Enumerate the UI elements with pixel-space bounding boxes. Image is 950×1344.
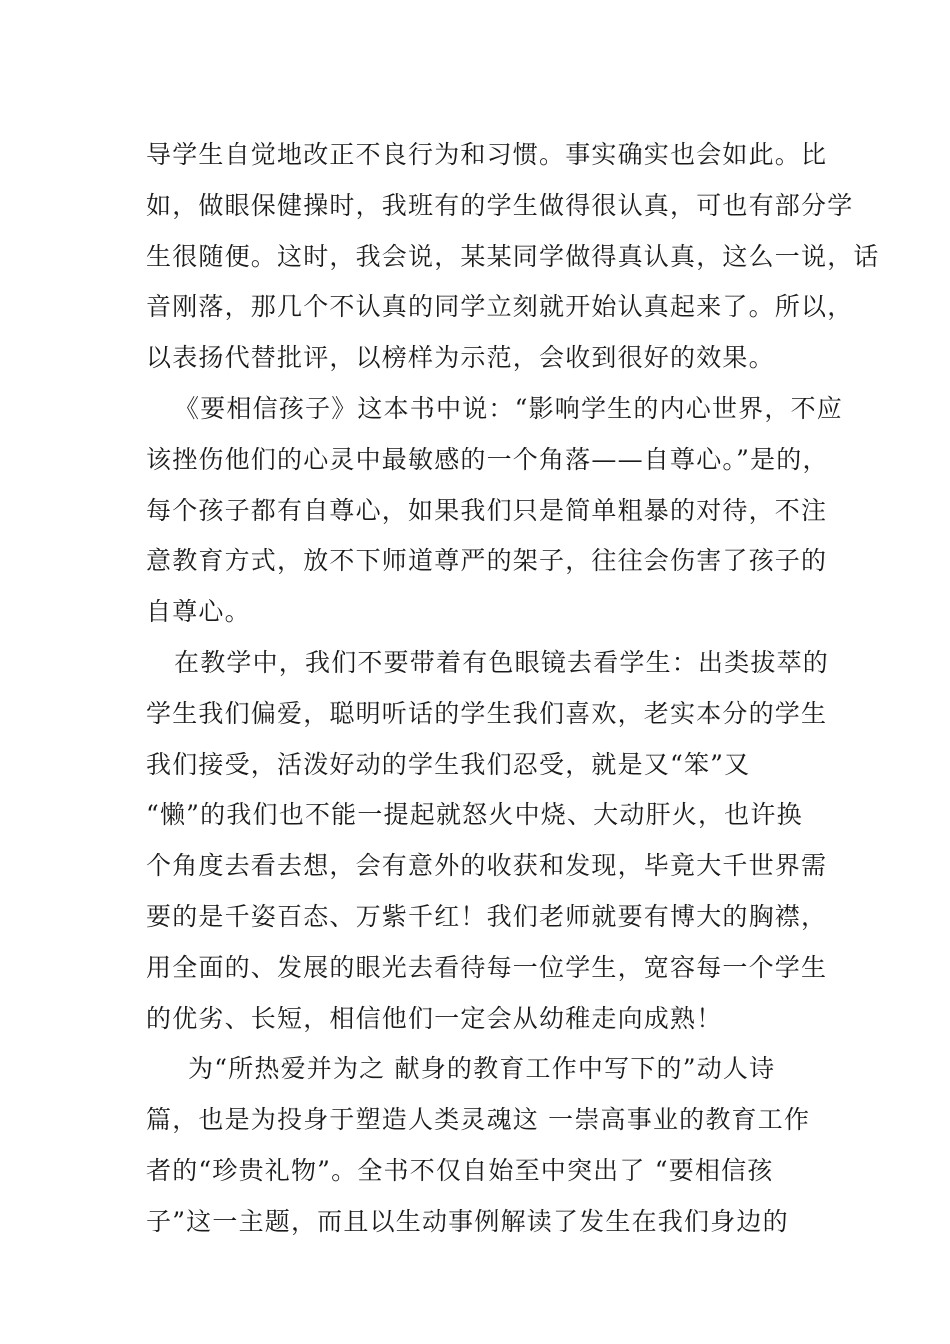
- text-line-6: 《要相信孩子》这本书中说：“影响学生的内心世界，不应: [174, 393, 843, 423]
- text-line-12: 学生我们偏爱，聪明听话的学生我们喜欢，老实本分的学生: [146, 698, 828, 728]
- text-line-20: 篇，也是为投身于塑造人类灵魂这 一崇高事业的教育工作: [146, 1105, 811, 1135]
- text-line-15: 个角度去看去想，会有意外的收获和发现，毕竟大千世界需: [146, 851, 828, 881]
- text-line-10: 自尊心。: [146, 597, 251, 627]
- text-line-4: 音刚落，那几个不认真的同学立刻就开始认真起来了。所以，: [146, 292, 854, 322]
- text-line-17: 用全面的、发展的眼光去看待每一位学生，宽容每一个学生: [146, 952, 828, 982]
- text-line-5: 以表扬代替批评，以榜样为示范，会收到很好的效果。: [146, 343, 775, 373]
- text-line-22: 子”这一主题，而且以生动事例解读了发生在我们身边的: [146, 1206, 789, 1236]
- text-line-2: 如，做眼保健操时，我班有的学生做得很认真，可也有部分学: [146, 190, 854, 220]
- text-line-7: 该挫伤他们的心灵中最敏感的一个角落——自尊心。”是的，: [146, 444, 829, 474]
- text-line-16: 要的是千姿百态、万紫千红！我们老师就要有博大的胸襟，: [146, 901, 828, 931]
- text-line-1: 导学生自觉地改正不良行为和习惯。事实确实也会如此。比: [146, 140, 828, 169]
- text-line-14: “懒”的我们也不能一提起就怒火中烧、大动肝火，也许换: [146, 800, 803, 830]
- text-line-18: 的优劣、长短，相信他们一定会从幼稚走向成熟！: [146, 1003, 723, 1033]
- text-line-8: 每个孩子都有自尊心，如果我们只是简单粗暴的对待，不注: [146, 495, 828, 525]
- text-line-21: 者的“珍贵礼物”。全书不仅自始至中突出了 “要相信孩: [146, 1155, 774, 1185]
- text-line-11: 在教学中，我们不要带着有色眼镜去看学生：出类拔萃的: [174, 647, 830, 677]
- text-line-13: 我们接受，活泼好动的学生我们忍受，就是又“笨”又: [146, 749, 751, 779]
- text-line-3: 生很随便。这时，我会说，某某同学做得真认真，这么一说，话: [146, 241, 880, 271]
- body-text: [146, 130, 880, 1248]
- text-line-19: 为“所热爱并为之 献身的教育工作中写下的”动人诗: [188, 1054, 776, 1084]
- text-line-9: 意教育方式，放不下师道尊严的架子，往往会伤害了孩子的: [146, 546, 828, 576]
